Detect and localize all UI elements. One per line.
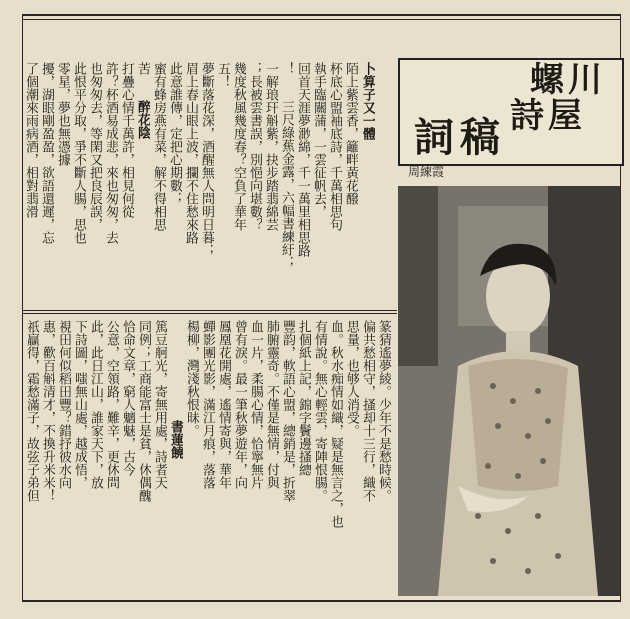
poem1-title: 卜算子又一體 xyxy=(360,62,375,140)
poem2-col-2: 一解琅玕斛紫，抉步踏翡綿芸 xyxy=(263,62,278,231)
poem3-col-2: 眉上春山眼上波，攔不住愁來路 xyxy=(183,62,198,244)
poem3-col-3: 此意誰傳，定把心期數； xyxy=(167,62,182,205)
poem2-col-1: 三尺綠蕉金露，六幅書練紆； xyxy=(279,100,294,269)
lower-left-col-8: 惠，歡百斛清才，不換升米米！ xyxy=(40,320,55,502)
poem1-col-1: 陌上紫雲香，籬畔黃花醱 xyxy=(343,62,358,205)
poem4-col-5: 零星，夢也無憑據 xyxy=(55,62,70,166)
masthead-title-bottom: 詞稿 xyxy=(414,114,506,161)
mid-upper-col-11: 鳳凰花開處，遙情寄與，華年 xyxy=(216,320,231,489)
portrait-illustration xyxy=(398,186,620,596)
lower-left-col-9: 祇贏得，霜愁滿子，故弦子弟但 xyxy=(24,320,39,502)
poem1-col-3: 執手臨關蒲，一雲征帆去， xyxy=(311,62,326,218)
mid-upper-col-5: 有情說。無心輕雲，寄陣恨腸。 xyxy=(312,320,327,502)
mid-upper-col-10: 曾有淚。最一筆秋夢遊年，向 xyxy=(232,320,247,489)
top-border xyxy=(22,14,620,16)
poem2-col-4: 幾度秋風幾度春？空負了華年 xyxy=(231,62,246,231)
poem5-col-1: 擾，湖眼剛盈盈，欲語還遲，忘 xyxy=(39,62,54,244)
poem2-col-3: ；長被雲書誤，別悒向堪數？ xyxy=(247,62,262,231)
mid-divider-2 xyxy=(22,313,397,314)
mid-upper-col-3: 思量，也够人消受。 xyxy=(344,320,359,437)
lower-left-col-2: 同例；工商能富士是貧，休偶醜 xyxy=(136,320,151,502)
poem1-col-2: 杯底心盟袖底詩，千萬相思句 xyxy=(327,62,342,231)
mid-upper-col-9: 血一片，柔腸心情，恰寧無片 xyxy=(248,320,263,489)
poem1-col-4: 回首天涯夢渺綿，千一萬里相思路 xyxy=(295,62,310,257)
masthead-title-top: 螺川 xyxy=(530,60,606,100)
poem5-col-2: 了個潮來雨病酒，相對翡滑 xyxy=(23,62,38,218)
mid-upper-col-8: 肺腑靈奇。不僅是無情，付與 xyxy=(264,320,279,489)
lower-left-col-1: 篤豆舸光，寄無用處，詩者天 xyxy=(152,320,167,489)
poem1-col-5: ！ xyxy=(279,62,294,75)
mid-upper-col-6: 扎個紙上記，錦字鬢邊搔總 xyxy=(296,320,311,476)
author-name: 周練霞 xyxy=(408,165,445,179)
mid-upper-col-12: 蟬影團光影，滿江月痕，落落 xyxy=(200,320,215,489)
mid-divider xyxy=(22,310,397,311)
poem3-col-1: 夢斷落花深，酒醒無人問明日暮； xyxy=(199,62,214,257)
lower-left-col-6: 下詩圖，嗤無山處，越成悟， xyxy=(72,320,87,489)
author-byline xyxy=(408,163,444,180)
poem3-col-4: 蜜有蜂房燕有菜，解不得相思 xyxy=(151,62,166,231)
poem4-col-1: 打疊心情千萬許，相見何從 xyxy=(119,62,134,218)
lower-left-col-3: 恰命文章，窮人魑魅，古今 xyxy=(120,320,135,476)
masthead-title-mid: 詩屋 xyxy=(510,96,586,136)
mid-upper-col-7: 豐韵，軟語心盟，總銷是，折翠 xyxy=(280,320,295,502)
poem4-title: 醉花陰 xyxy=(135,100,150,139)
mid-upper-col-13: 楊柳，灣淺秋恨昧。 xyxy=(184,320,199,437)
mid-upper-col-2: 偏共愁相守，搔却十三行，織不 xyxy=(360,320,375,502)
mid-upper-col-1: 篆猜遙夢綾。少年不是愁時候。 xyxy=(376,320,391,502)
mid-upper-col-4: 血。秋水痴情如織，疑是無言之，也 xyxy=(328,320,343,528)
poem2-col-5: 五！ xyxy=(215,62,230,88)
masthead xyxy=(398,58,624,166)
bottom-border xyxy=(22,600,620,602)
poem4-col-2: 許？杯酒易成悲，來也匆匆，去 xyxy=(103,62,118,244)
lower-left-title: 書蓮饒 xyxy=(168,420,183,459)
lower-left-col-5: 此，此日江山，誰家天下，放 xyxy=(88,320,103,489)
lower-left-col-4: 公意，空領路，難辛，更休問 xyxy=(104,320,119,489)
poem3-col-5: 苦 xyxy=(135,62,150,75)
top-border-thin xyxy=(22,19,620,20)
poem4-col-3: 也匆匆去，等閑又把良辰誤， xyxy=(87,62,102,231)
poem4-col-4: 此恨平分取，爭不斷人腸，思也 xyxy=(71,62,86,244)
portrait-photo xyxy=(398,186,620,596)
lower-left-col-7: 視田何似稻田豐？錯抒彼水向 xyxy=(56,320,71,489)
